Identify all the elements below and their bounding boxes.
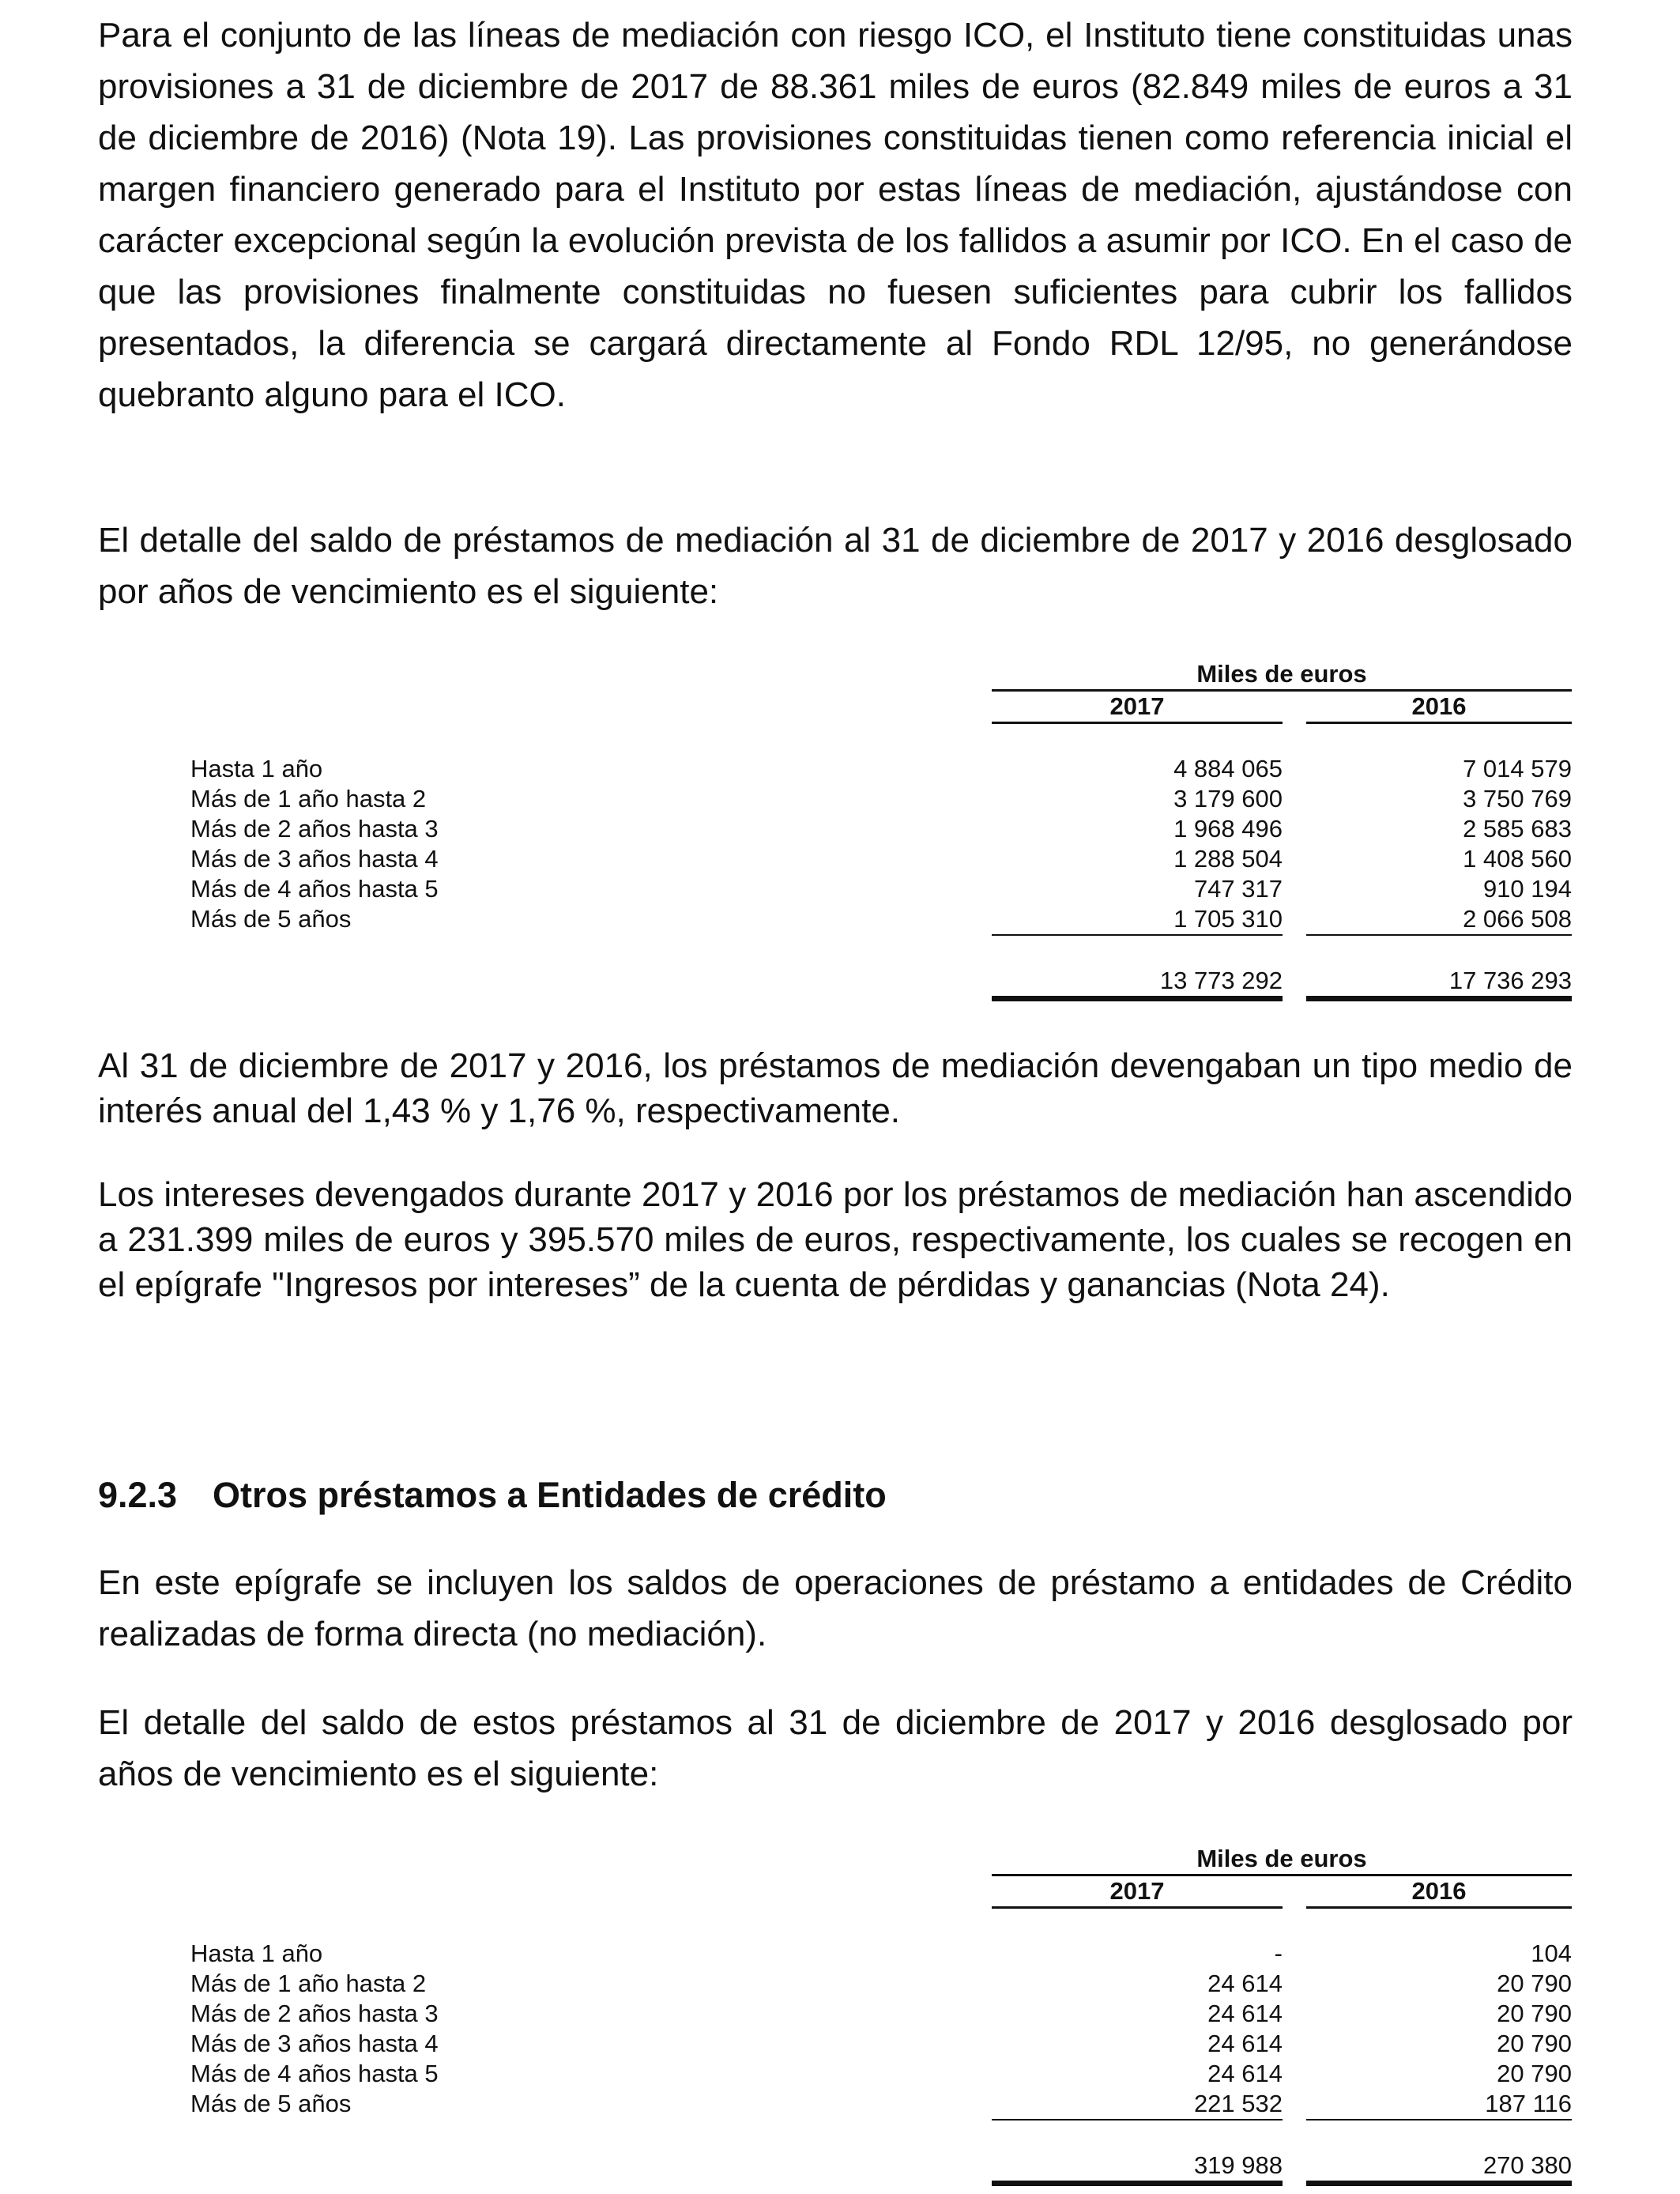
paragraph-section-intro: En este epígrafe se incluyen los saldos de operaciones de préstamo a entidades de Crédito realizadas de forma directa (no mediación). xyxy=(98,1563,1573,1653)
row-value-2017: - xyxy=(1274,1940,1283,1967)
row-value-2017: 1 968 496 xyxy=(1173,815,1283,843)
row-value-2016: 3 750 769 xyxy=(1463,785,1572,812)
table1-col-2017: 2017 xyxy=(992,692,1283,724)
total-2016: 17 736 293 xyxy=(1306,966,1572,1001)
paragraph-table2-intro: El detalle del saldo de estos préstamos al 31 de diciembre de 2017 y 2016 desglosado por años de vencimiento es el siguiente: xyxy=(98,1703,1573,1793)
row-value-2017: 24 614 xyxy=(1207,1970,1283,1997)
row-label: Hasta 1 año xyxy=(190,755,323,782)
table-row xyxy=(0,874,1680,904)
table-row xyxy=(0,2089,1680,2119)
table2-col-2017: 2017 xyxy=(992,1876,1283,1909)
table-row xyxy=(0,754,1680,784)
row-value-2016: 20 790 xyxy=(1497,2000,1572,2027)
row-label: Más de 3 años hasta 4 xyxy=(190,2030,439,2057)
paragraph-interest-rate: Al 31 de diciembre de 2017 y 2016, los préstamos de mediación devengaban un tipo medio de interés anual del 1,43 % y 1,76 %, respectivamente. xyxy=(98,1046,1573,1130)
row-label: Más de 2 años hasta 3 xyxy=(190,815,439,843)
table-row xyxy=(0,1999,1680,2029)
row-label: Más de 4 años hasta 5 xyxy=(190,875,439,903)
row-label: Más de 3 años hasta 4 xyxy=(190,845,439,873)
row-value-2017: 24 614 xyxy=(1207,2000,1283,2027)
table-row xyxy=(0,844,1680,874)
total-2016: 270 380 xyxy=(1306,2151,1572,2186)
row-label: Más de 2 años hasta 3 xyxy=(190,2000,439,2027)
table-row xyxy=(0,784,1680,814)
total-2017: 319 988 xyxy=(992,2151,1283,2186)
row-value-2016: 20 790 xyxy=(1497,2030,1572,2057)
row-value-2017: 4 884 065 xyxy=(1173,755,1283,782)
row-label: Más de 5 años xyxy=(190,905,352,933)
row-label: Más de 1 año hasta 2 xyxy=(190,785,427,812)
row-label: Hasta 1 año xyxy=(190,1940,323,1967)
table1-col-2016: 2016 xyxy=(1306,692,1572,724)
total-2017: 13 773 292 xyxy=(992,966,1283,1001)
row-value-2016: 2 585 683 xyxy=(1463,815,1572,843)
row-value-2017: 1 705 310 xyxy=(992,904,1283,936)
row-label: Más de 1 año hasta 2 xyxy=(190,1970,427,1997)
row-label: Más de 4 años hasta 5 xyxy=(190,2060,439,2087)
row-label: Más de 5 años xyxy=(190,2090,352,2117)
table1-group-header: Miles de euros xyxy=(992,659,1572,692)
paragraph-accrued-interest: Los intereses devengados durante 2017 y 2016 por los préstamos de mediación han ascendido a 231.399 miles de euros y 395.570 miles de euros, respectivamente, los cuales se recogen en el epígrafe "Ingresos por intereses” de la cuenta de pérdidas y ganancias (Nota 24). xyxy=(98,1175,1573,1304)
row-value-2017: 3 179 600 xyxy=(1173,785,1283,812)
table-row xyxy=(0,1939,1680,1969)
row-value-2017: 1 288 504 xyxy=(1173,845,1283,873)
table2-group-header: Miles de euros xyxy=(992,1844,1572,1876)
table2-col-2016: 2016 xyxy=(1306,1876,1572,1909)
section-number: 9.2.3 xyxy=(98,1475,178,1515)
section-title: Otros préstamos a Entidades de crédito xyxy=(213,1475,887,1515)
row-value-2016: 20 790 xyxy=(1497,2060,1572,2087)
row-value-2016: 7 014 579 xyxy=(1463,755,1572,782)
row-value-2017: 221 532 xyxy=(992,2089,1283,2120)
row-value-2017: 24 614 xyxy=(1207,2060,1283,2087)
paragraph-provisions: Para el conjunto de las líneas de mediación con riesgo ICO, el Instituto tiene constituidas unas provisiones a 31 de diciembre de 2017 de 88.361 miles de euros (82.849 miles de euros a 31 de diciembre de 2016) (Nota 19). Las provisiones constituidas tienen como referencia inicial el margen financiero generado para el Instituto por estas líneas de mediación, ajustándose con carácter excepcional según la evolución prevista de los fallidos a asumir por ICO. En el caso de que las provisiones finalmente constituidas no fuesen suficientes para cubrir los fallidos presentados, la diferencia se cargará directamente al Fondo RDL 12/95, no generándose quebranto alguno para el ICO. xyxy=(98,16,1573,414)
section-heading xyxy=(98,1472,887,1519)
row-value-2016: 910 194 xyxy=(1482,875,1572,903)
paragraph-table1-intro: El detalle del saldo de préstamos de mediación al 31 de diciembre de 2017 y 2016 desglosado por años de vencimiento es el siguiente: xyxy=(98,521,1573,611)
row-value-2016: 1 408 560 xyxy=(1463,845,1572,873)
row-value-2016: 104 xyxy=(1531,1940,1572,1967)
table-row xyxy=(0,2059,1680,2089)
table-row xyxy=(0,2029,1680,2059)
table-total-row xyxy=(0,966,1680,996)
table-row xyxy=(0,814,1680,844)
row-value-2016: 2 066 508 xyxy=(1306,904,1572,936)
table-row xyxy=(0,1969,1680,1999)
row-value-2016: 20 790 xyxy=(1497,1970,1572,1997)
row-value-2016: 187 116 xyxy=(1306,2089,1572,2120)
table-total-row xyxy=(0,2151,1680,2181)
row-value-2017: 24 614 xyxy=(1207,2030,1283,2057)
table-row xyxy=(0,904,1680,934)
row-value-2017: 747 317 xyxy=(1193,875,1283,903)
